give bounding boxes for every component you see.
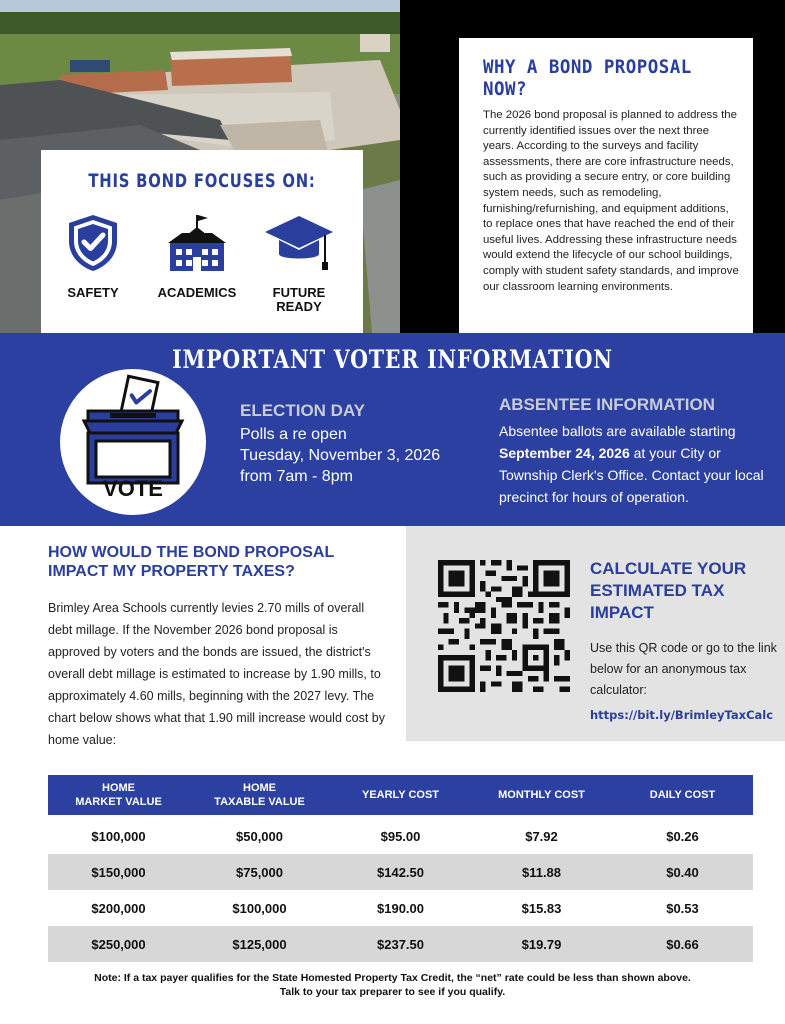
cell-taxable-value: $125,000 (189, 926, 330, 962)
tax-impact-section (48, 543, 388, 751)
note-line-1: Note: If a tax payer qualifies for the State Homested Property Tax Credit, the “net” rate could be less than shown above. (94, 972, 691, 984)
focus-safety-label: SAFETY (67, 285, 119, 300)
table-row (48, 854, 753, 890)
tax-cost-table (48, 775, 753, 962)
col-header-daily-cost: DAILY COST (612, 775, 753, 815)
why-bond-title (483, 56, 719, 100)
cell-taxable-value: $50,000 (236, 828, 283, 844)
tax-impact-heading: HOW WOULD THE BOND PROPOSAL IMPACT MY PROPERTY TAXES? (48, 544, 334, 580)
cell-taxable-value: $75,000 (189, 854, 330, 890)
table-row (48, 818, 753, 854)
cell-taxable-value: $100,000 (232, 900, 287, 916)
focus-academics (147, 212, 247, 300)
focus-future-ready-label: FUTURE READY (272, 285, 326, 314)
why-bond-title-line1: WHY A BOND PROPOSAL (483, 56, 692, 78)
tax-credit-note (30, 971, 755, 999)
graduation-cap-icon (263, 212, 335, 274)
cell-market-value: $200,000 (91, 900, 146, 916)
vote-badge (60, 369, 206, 515)
absentee-text (499, 420, 769, 508)
tax-calculator-link[interactable]: https://bit.ly/BrimleyTaxCalc (590, 708, 774, 722)
top-section (0, 0, 785, 333)
table-header-row (48, 775, 753, 815)
cell-monthly-cost: $11.88 (471, 854, 612, 890)
note-line-2: Talk to your tax preparer to see if you qualify. (279, 986, 506, 998)
school-building-icon (166, 213, 228, 273)
cell-daily-cost: $0.40 (612, 854, 753, 890)
vote-label: VOTE (103, 476, 163, 501)
absentee-text-start: Absentee ballots are available starting (499, 423, 736, 439)
focus-safety (43, 212, 143, 300)
col-header-monthly-cost: MONTHLY COST (471, 775, 612, 815)
bond-focus-title: THIS BOND FOCUSES ON: (88, 170, 316, 192)
table-row (48, 890, 753, 926)
calculator-body: Use this QR code or go to the link below for an anonymous tax calculator: (590, 641, 777, 697)
absentee-text-end: at your City or Township Clerk's Office. Contact your local precinct for hours of operation. (499, 445, 764, 505)
absentee-block (499, 395, 769, 508)
cell-market-value: $150,000 (48, 854, 189, 890)
why-bond-body: The 2026 bond proposal is planned to address the currently identified issues over the next three years. According to the surveys and facility assessments, there are core infrastructure needs, such as providing a secure entry, or core building system needs, such as remodeling, furnishing/refurnishing, and equipment additions, to replace ones that have reached the end of their useful lives. Addressing these infrastructure needs would extend the lifecycle of our school buildings, comply with student safety standards, and improve our classroom learning environments. (483, 109, 739, 293)
col-header-yearly-cost: YEARLY COST (330, 775, 471, 815)
col-header-market-value: HOME MARKET VALUE (48, 775, 189, 815)
cell-yearly-cost: $142.50 (330, 854, 471, 890)
cell-yearly-cost: $237.50 (330, 926, 471, 962)
election-polls-open: Polls a re open (240, 426, 347, 443)
cell-market-value: $100,000 (91, 828, 146, 844)
why-bond-title-line2: NOW? (483, 78, 527, 100)
why-bond-card (459, 38, 753, 333)
focus-future-ready (249, 212, 349, 314)
calculator-heading: CALCULATE YOUR ESTIMATED TAX IMPACT (590, 559, 747, 622)
election-day-block (240, 401, 470, 487)
cell-daily-cost: $0.66 (612, 926, 753, 962)
absentee-heading: ABSENTEE INFORMATION (499, 395, 715, 414)
cell-daily-cost: $0.26 (666, 828, 699, 844)
election-hours: from 7am - 8pm (240, 468, 353, 485)
col-header-taxable-value: HOME TAXABLE VALUE (189, 775, 330, 815)
cell-yearly-cost: $95.00 (380, 828, 421, 844)
cell-daily-cost: $0.53 (666, 900, 699, 916)
election-date: Tuesday, November 3, 2026 (240, 447, 441, 464)
cell-market-value: $250,000 (48, 926, 189, 962)
cell-yearly-cost: $190.00 (377, 900, 424, 916)
bond-focus-card (41, 150, 363, 333)
shield-check-icon (65, 213, 121, 273)
voter-info-title: IMPORTANT VOTER INFORMATION (172, 345, 613, 374)
cell-monthly-cost: $7.92 (525, 828, 558, 844)
tax-impact-body: Brimley Area Schools currently levies 2.70 mills of overall debt millage. If the November 2026 bond proposal is approved by voters and the bonds are issued, the district's overall debt millage is estimated to increase by 1.90 mills, to approximately 4.60 mills, beginning with the 2027 levy. The chart below shows what that 1.90 mill increase would cost by home value: (48, 601, 385, 747)
voter-info-band (0, 333, 785, 526)
cell-monthly-cost: $19.79 (471, 926, 612, 962)
table-row (48, 926, 753, 962)
focus-academics-label: ACADEMICS (157, 285, 237, 300)
calculator-panel (406, 526, 785, 741)
absentee-date: September 24, 2026 (499, 445, 630, 461)
cell-monthly-cost: $15.83 (521, 900, 562, 916)
qr-code-icon[interactable] (438, 560, 570, 692)
election-day-heading: ELECTION DAY (240, 401, 366, 420)
